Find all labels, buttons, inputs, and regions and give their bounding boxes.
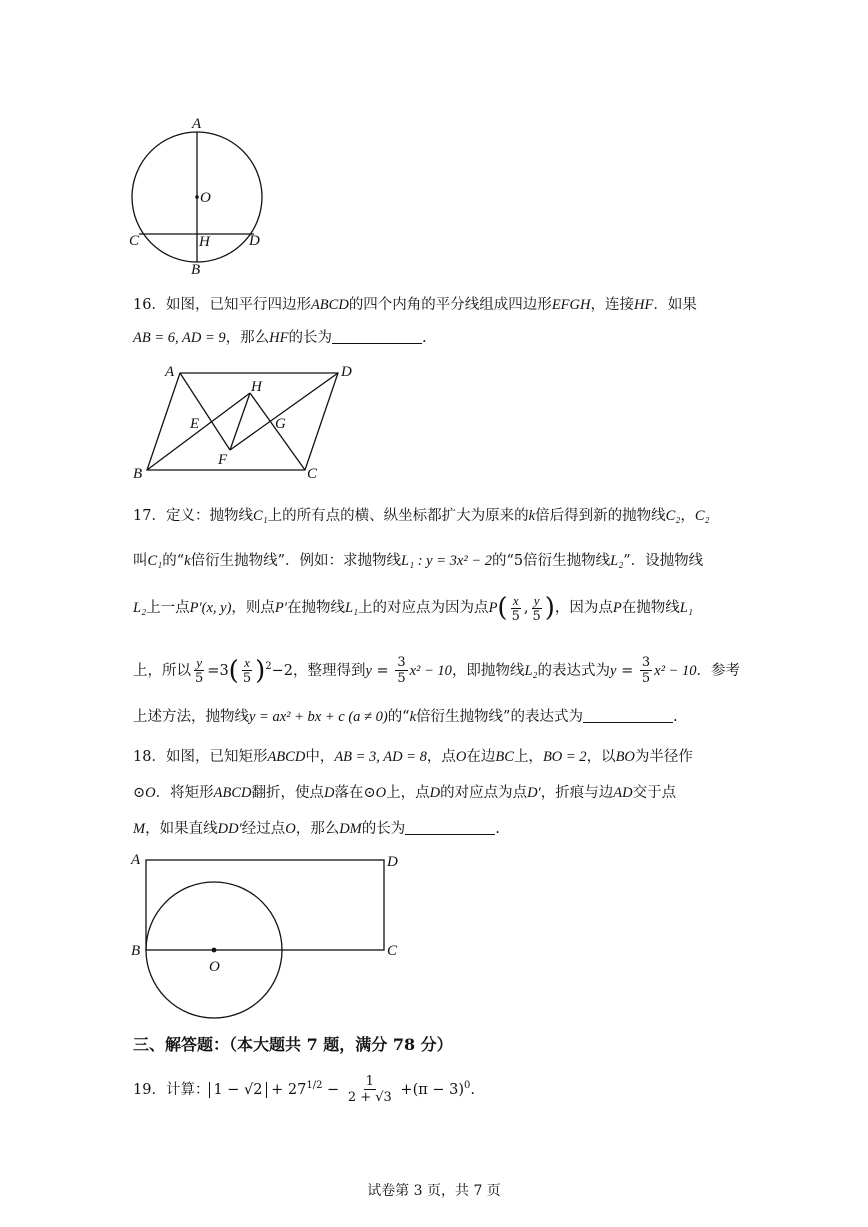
label-a: A	[131, 852, 141, 868]
label-o: O	[200, 190, 211, 206]
center-point-o	[195, 195, 199, 199]
label-a: A	[192, 116, 202, 132]
q17-line-2: 叫C₁的“k倍衍生抛物线”．例如：求抛物线L₁ : y = 3x² − 2的“5倍衍生抛物线L₂”．设抛物线	[133, 553, 704, 569]
figure-circle-q15	[120, 110, 280, 280]
q16-line-2: AB = 6, AD = 9，那么HF的长为 .	[133, 330, 427, 346]
parallelogram-abcd	[147, 373, 338, 470]
q18-line-3: M，如果直线DD′经过点O，那么DM的长为 .	[133, 821, 500, 837]
answer-blank-q17[interactable]	[583, 708, 673, 723]
q17-line-5: 上述方法，抛物线y = ax² + bx + c (a ≠ 0)的“k倍衍生抛物线”的表达式为 .	[133, 709, 678, 725]
bisector-d	[230, 373, 338, 450]
q18-line-1: 18．如图，已知矩形ABCD中，AB = 3, AD = 8，点O在边BC上，BO = 2，以BO为半径作	[133, 749, 693, 765]
q17-line-1: 17．定义：抛物线C₁上的所有点的横、纵坐标都扩大为原来的k倍后得到新的抛物线C₂，C₂	[133, 508, 710, 524]
label-d: D	[249, 233, 260, 249]
label-a: A	[165, 364, 175, 380]
segment-hf	[230, 393, 250, 450]
answer-blank-q18[interactable]	[405, 820, 495, 835]
label-h: H	[199, 234, 210, 250]
label-c: C	[129, 233, 140, 249]
label-c: C	[387, 943, 398, 959]
page-footer: 试卷第 3 页，共 7 页	[367, 1183, 501, 1199]
q18-line-2: ⊙O．将矩形ABCD翻折，使点D落在⊙O上，点D的对应点为点D′，折痕与边AD交于点	[133, 785, 677, 801]
label-b: B	[191, 262, 201, 278]
label-o: O	[209, 959, 220, 975]
label-b: B	[131, 943, 141, 959]
q17-line-3: L₂上一点P′(x, y)，则点P′在抛物线L₁上的对应点为因为点P( $\frac{x}{5}$ , $\frac{y}{5}$ )，因为点P在抛物线L₁	[133, 592, 693, 624]
label-b: B	[133, 466, 143, 482]
q19-line-1: 19．计算： $1 - √2 + 27^{1/2}$ − $\frac{1}{2 + √3}$ $+(\pi - 3)^0$.	[133, 1074, 475, 1106]
label-d: D	[387, 854, 398, 870]
answer-blank-q16[interactable]	[332, 329, 422, 344]
center-point-o	[212, 948, 217, 953]
section-header-3: 三、解答题：（本大题共 7 题，满分 78 分）	[133, 1035, 453, 1054]
label-g: G	[275, 416, 286, 432]
label-h: H	[251, 379, 262, 395]
q17-line-4: 上，所以 $\frac{y}{5}$ =3( $\frac{x}{5}$ )$^2$−2，整理得到y = $\frac{3}{5}$ x² − 10，即抛物线L₂的表达式为y = $\frac{3}{5}$ x² − 10．参考	[133, 655, 740, 687]
figure-parallelogram-q16	[125, 358, 365, 488]
bisector-a	[180, 373, 230, 450]
label-e: E	[190, 416, 200, 432]
label-d: D	[341, 364, 352, 380]
q16-line-1: 16．如图，已知平行四边形ABCD的四个内角的平分线组成四边形EFGH，连接HF．如果	[133, 297, 697, 313]
label-f: F	[218, 452, 228, 468]
label-c: C	[307, 466, 318, 482]
figure-rectangle-q18	[125, 850, 415, 1025]
